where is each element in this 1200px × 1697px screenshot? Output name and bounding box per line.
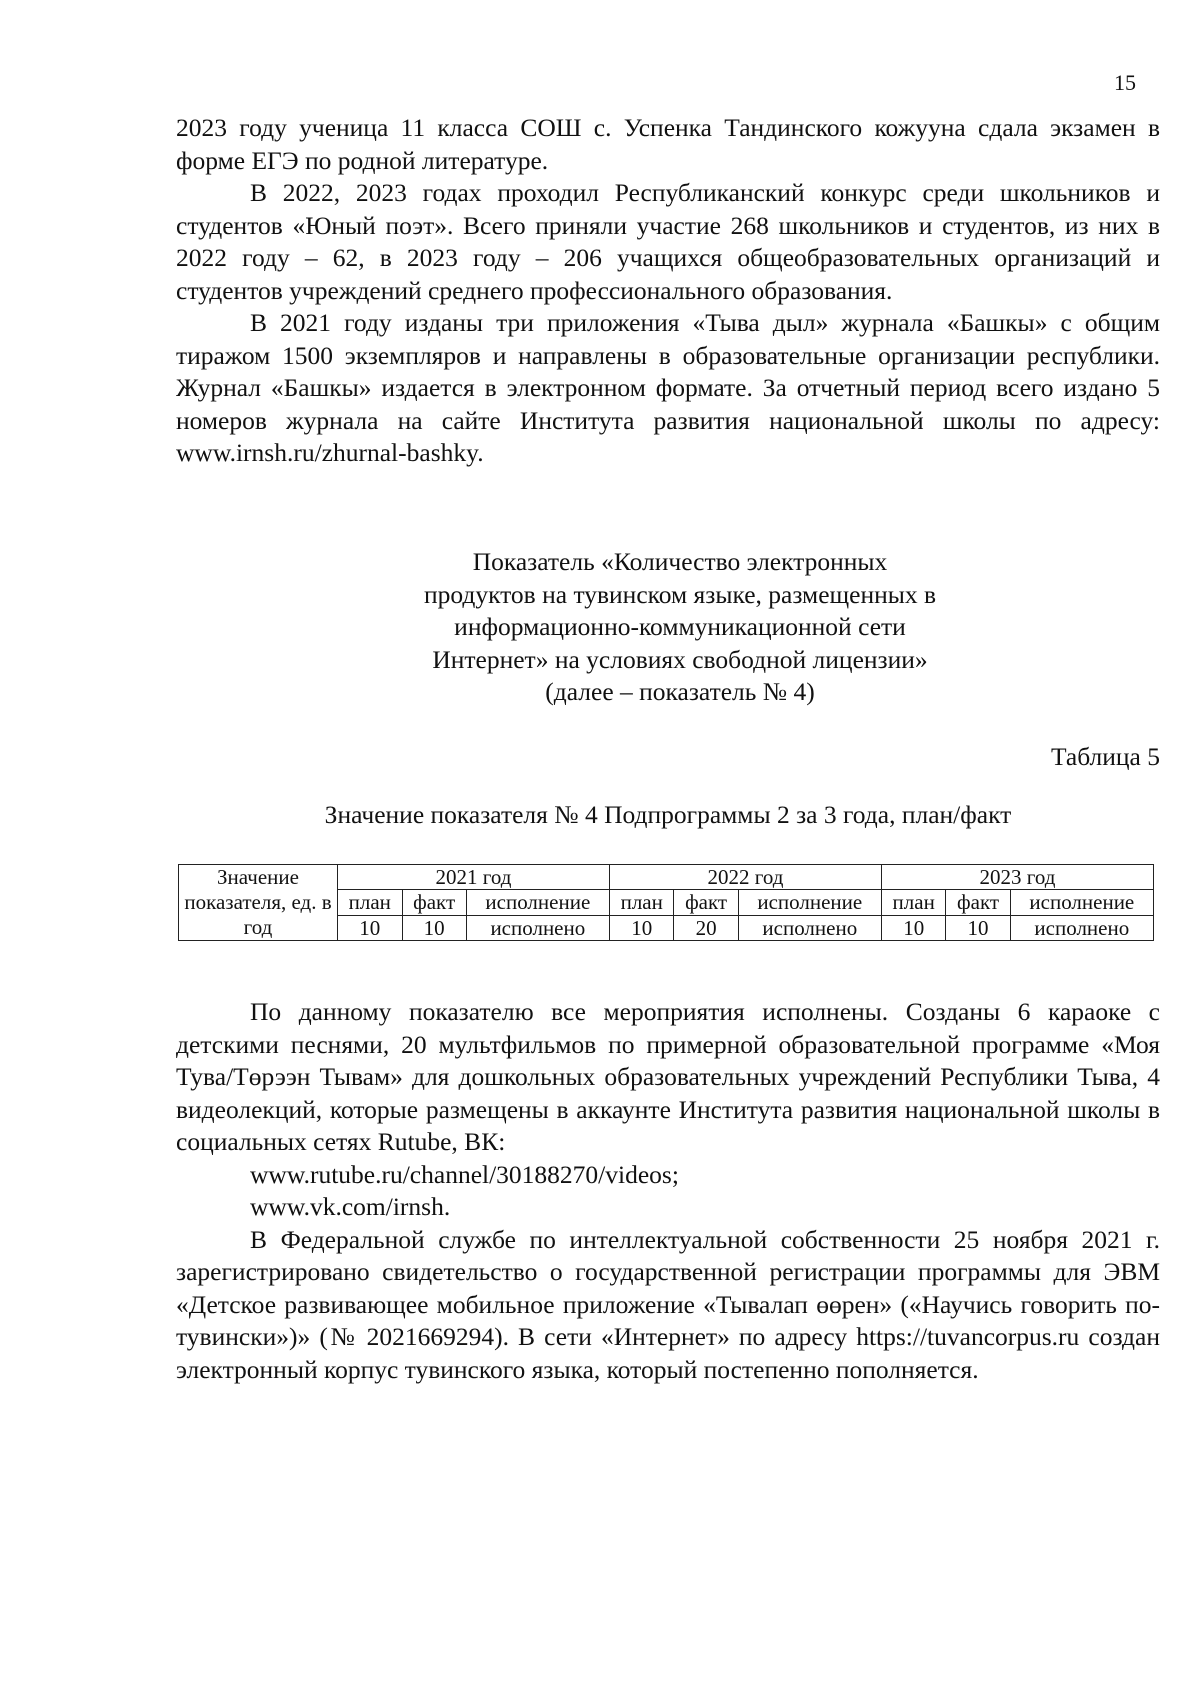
cell-plan-2022: 10: [609, 915, 674, 940]
heading-line: продуктов на тувинском языке, размещенных в: [423, 579, 937, 609]
cell-fact-2023: 10: [946, 915, 1010, 940]
page-number: 15: [1114, 70, 1136, 95]
cell-plan-2021: 10: [338, 915, 403, 940]
paragraph: В 2021 году изданы три приложения «Тыва дыл» журнала «Башкы» с общим тиражом 1500 экземпляров и направлены в образовательные организации республики. Журнал «Башкы» издается в электронном формате. За отчетный период всего издано 5 номеров журнала на сайте Института развития национальной школы по адресу: www.irnsh.ru/zhurnal-bashky.: [176, 308, 1160, 467]
link-line: www.rutube.ru/channel/30188270/videos;: [250, 1159, 679, 1189]
year-header: 2022 год: [609, 865, 881, 890]
cell-fact-2021: 10: [402, 915, 466, 940]
cell-execution-2023: исполнено: [1010, 915, 1153, 940]
subheader-fact: факт: [946, 890, 1010, 915]
heading-line: информационно-коммуникационной сети: [454, 612, 906, 641]
paragraph: По данному показателю все мероприятия исполнены. Созданы 6 караоке с детскими песнями, 20 мультфильмов по примерной образовательной программе «Моя Тува/Төрээн Тывам» для дошкольных образовательных учреждений Республики Тыва, 4 видеолекций, которые размещены в аккаунте Института развития национальной школы в социальных сетях Rutube, ВК:: [176, 997, 1160, 1156]
subheader-plan: план: [338, 890, 403, 915]
text-block-top: [176, 112, 1160, 470]
subheader-plan: план: [609, 890, 674, 915]
subheader-execution: исполнение: [466, 890, 609, 915]
cell-plan-2023: 10: [881, 915, 946, 940]
subheader-fact: факт: [402, 890, 466, 915]
table-caption: Значение показателя № 4 Подпрограммы 2 за 3 года, план/факт: [324, 800, 1012, 829]
indicator-table: [178, 864, 1154, 941]
subheader-execution: исполнение: [1010, 890, 1153, 915]
heading-line: Показатель «Количество электронных: [472, 547, 888, 576]
cell-fact-2022: 20: [674, 915, 738, 940]
year-header: 2023 год: [881, 865, 1153, 890]
metric-label-cell: Значение показателя, ед. в год: [179, 865, 338, 941]
table-label: Таблица 5: [1050, 742, 1160, 771]
heading-line: (далее – показатель № 4): [545, 677, 815, 706]
link-line: www.vk.com/irnsh.: [250, 1192, 451, 1221]
text-block-bottom: [176, 996, 1160, 1386]
table-header-row: [179, 865, 1154, 890]
heading-line: Интернет» на условиях свободной лицензии»: [432, 644, 928, 674]
subheader-fact: факт: [674, 890, 738, 915]
year-header: 2021 год: [338, 865, 610, 890]
paragraph: В 2022, 2023 годах проходил Республиканский конкурс среди школьников и студентов «Юный поэт». Всего приняли участие 268 школьников и студентов, из них в 2022 году – 62, в 2023 году – 206 учащихся общеобразовательных организаций и студентов учреждений среднего профессионального образования.: [176, 178, 1160, 305]
subheader-execution: исполнение: [738, 890, 881, 915]
cell-execution-2021: исполнено: [466, 915, 609, 940]
paragraph: В Федеральной службе по интеллектуальной собственности 25 ноября 2021 г. зарегистрировано свидетельство о государственной регистрации программы для ЭВМ «Детское развивающее мобильное приложение «Тывалап өөрен» («Научись говорить по-тувински»)» (№ 2021669294). В сети «Интернет» по адресу https://tuvancorpus.ru создан электронный корпус тувинского языка, который постепенно пополняется.: [176, 1224, 1160, 1384]
subheader-plan: план: [881, 890, 946, 915]
paragraph: 2023 году ученица 11 класса СОШ с. Успенка Тандинского кожууна сдала экзамен в форме ЕГЭ по родной литературе.: [176, 113, 1160, 175]
cell-execution-2022: исполнено: [738, 915, 881, 940]
indicator-heading: [300, 546, 1060, 709]
